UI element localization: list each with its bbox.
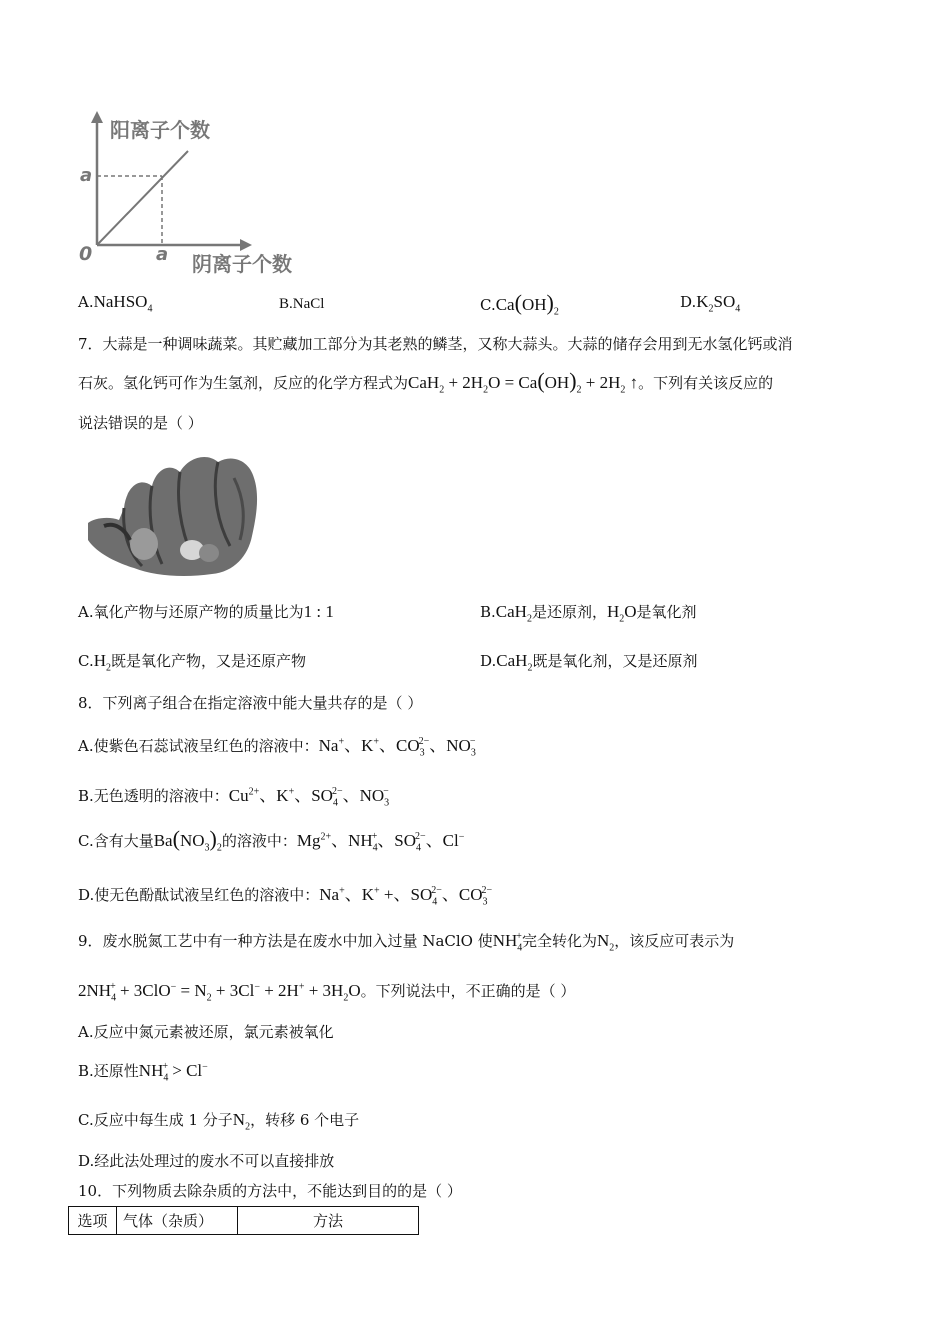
- q10-table: [68, 1206, 419, 1235]
- formula-caoh2: $Ca(OH)_2$: [495, 290, 559, 318]
- q7-option-c[interactable]: $C.H_2$既是氧化产物，又是还原产物: [78, 651, 307, 674]
- reducibility-comparison: $NH_4^+ > Cl^-$: [138, 1061, 208, 1084]
- q7-option-a[interactable]: A.氧化产物与还原产物的质量比为1 : 1: [78, 602, 334, 621]
- formula-nahso4: NaHSO$_4$: [93, 292, 153, 315]
- q8-option-b[interactable]: B.无色透明的溶液中：$Cu^{2+}$、K+、$SO_4^{2-}$、$NO_3^-$: [78, 786, 390, 809]
- formula-cah2-d: CaH$_2$: [496, 651, 533, 674]
- q8-option-a[interactable]: A.使紫色石蕊试液呈红色的溶液中：Na+、K+、$CO_3^{2-}$、$NO_3^-$: [78, 736, 476, 759]
- q7-stem-line2: 石灰。氢化钙可作为生氢剂，反应的化学方程式为$CaH_2 + 2H_2O = Ca(OH)_2 + 2H_2$ ↑。下列有关该反应的: [78, 368, 774, 396]
- formula-h2: $H_2$: [93, 651, 111, 674]
- header-gas: 气体（杂质）: [117, 1207, 238, 1235]
- q10-stem: 10．下列物质去除杂质的方法中，不能达到目的的是（ ）: [78, 1182, 462, 1200]
- q9-stem-line1: 9．废水脱氮工艺中有一种方法是在废水中加入过量 NaClO 使$NH_4^+$完全转化为$N_2$，该反应可表示为: [78, 931, 735, 954]
- q7-stem-line1: 7．大蒜是一种调味蔬菜。其贮藏加工部分为其老熟的鳞茎，又称大蒜头。大蒜的储存会用到无水氢化钙或消: [78, 335, 793, 353]
- q6-option-c[interactable]: $C.Ca(OH)_2$: [480, 290, 559, 318]
- q6-option-a[interactable]: A.NaHSO$_4$: [78, 292, 153, 315]
- ions-c: $Mg^{2+}$、$NH_4^+$、$SO_4^{2-}$、Cl−: [296, 831, 465, 854]
- ion-nh4: $NH_4^+$: [492, 931, 523, 954]
- q8-option-d[interactable]: D.使无色酚酞试液呈红色的溶液中：Na+、K+ +、$SO_4^{2-}$、$CO_3^{2-}$: [78, 885, 493, 908]
- formula-k2so4: $K_2SO_4$: [696, 292, 741, 315]
- ion-count-graph: [70, 105, 320, 285]
- q7-stem-line3: 说法错误的是（ ）: [78, 414, 203, 432]
- formula-cah2: CaH$_2$: [495, 602, 532, 625]
- ions-a: Na+、K+、$CO_3^{2-}$、$NO_3^-$: [318, 736, 476, 759]
- q6-option-d[interactable]: $D.K_2SO_4$: [680, 292, 741, 315]
- q9-option-d[interactable]: D.经此法处理过的废水不可以直接排放: [78, 1152, 335, 1170]
- origin-label: 0: [79, 243, 93, 265]
- garlic-image: [84, 448, 264, 580]
- y-tick-label: a: [80, 165, 93, 186]
- formula-bano32: $Ba(NO_3)_2$: [153, 826, 222, 854]
- x-axis-label: 阴离子个数: [192, 252, 292, 276]
- x-tick-label: a: [156, 244, 169, 265]
- x-axis-arrow: [240, 239, 252, 251]
- formula-n2: $N_2$: [596, 931, 615, 954]
- header-option: 选项: [69, 1207, 117, 1235]
- formula-h2o: $H_2O$: [606, 602, 637, 625]
- q8-stem: 8．下列离子组合在指定溶液中能大量共存的是（ ）: [78, 694, 423, 712]
- y-axis-arrow: [91, 111, 103, 123]
- ions-b: $Cu^{2+}$、K+、$SO_4^{2-}$、$NO_3^-$: [228, 786, 390, 809]
- q9-stem-line2: $2NH_4^+ + 3ClO^- = N_2 + 3Cl^- + 2H^+ + 3H_2O$。下列说法中，不正确的是（ ）: [78, 981, 576, 1004]
- equation-cah2-water: $CaH_2 + 2H_2O = Ca(OH)_2 + 2H_2$ ↑: [408, 368, 639, 396]
- q9-option-a[interactable]: A.反应中氮元素被还原，氯元素被氧化: [78, 1023, 334, 1041]
- q9-option-c[interactable]: C.反应中每生成 1 分子$N_2$，转移 6 个电子: [78, 1110, 360, 1133]
- proportional-line: [97, 151, 188, 245]
- table-header-row: [69, 1207, 419, 1235]
- y-axis-label: 阳离子个数: [110, 118, 210, 142]
- q6-option-b[interactable]: B.NaCl: [279, 296, 325, 312]
- equation-nh4-clo: $2NH_4^+ + 3ClO^- = N_2 + 3Cl^- + 2H^+ + 3H_2O$: [78, 981, 361, 1004]
- q7-option-d[interactable]: D.CaH$_2$既是氧化剂，又是还原剂: [480, 651, 698, 674]
- header-method: 方法: [238, 1207, 419, 1235]
- q7-option-b[interactable]: B.CaH$_2$是还原剂，$H_2O$是氧化剂: [480, 602, 697, 625]
- formula-n2-c: $N_2$: [232, 1110, 251, 1133]
- q9-option-b[interactable]: B.还原性$NH_4^+ > Cl^-$: [78, 1061, 208, 1084]
- q8-option-c[interactable]: C.含有大量$Ba(NO_3)_2$的溶液中：$Mg^{2+}$、$NH_4^+$、$SO_4^{2-}$、Cl−: [78, 826, 465, 854]
- ions-d: Na+、K+ +、$SO_4^{2-}$、$CO_3^{2-}$: [319, 885, 493, 908]
